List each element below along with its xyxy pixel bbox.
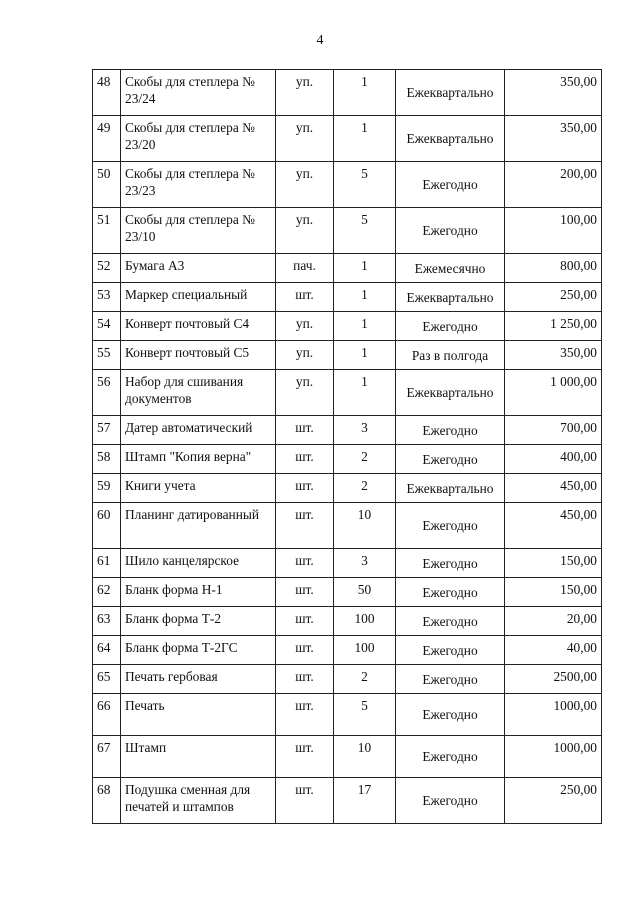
page-number: 4 <box>316 33 324 48</box>
cell-unit-of-measure: пач. <box>276 254 334 283</box>
cell-item-name: Скобы для степлера № 23/20 <box>121 116 276 162</box>
cell-row-number: 67 <box>93 736 121 778</box>
cell-row-number: 68 <box>93 778 121 824</box>
cell-price: 250,00 <box>505 283 602 312</box>
cell-price: 450,00 <box>505 503 602 549</box>
cell-quantity: 1 <box>334 254 396 283</box>
cell-item-name: Скобы для степлера № 23/23 <box>121 162 276 208</box>
cell-delivery-frequency: Ежегодно <box>396 162 505 208</box>
cell-row-number: 55 <box>93 341 121 370</box>
cell-quantity: 1 <box>334 341 396 370</box>
cell-unit-of-measure: шт. <box>276 778 334 824</box>
cell-unit-of-measure: шт. <box>276 694 334 736</box>
cell-price: 150,00 <box>505 549 602 578</box>
supplies-table <box>92 69 602 824</box>
cell-price: 1000,00 <box>505 694 602 736</box>
cell-unit-of-measure: уп. <box>276 208 334 254</box>
cell-item-name: Скобы для степлера № 23/10 <box>121 208 276 254</box>
cell-price: 1 250,00 <box>505 312 602 341</box>
cell-row-number: 51 <box>93 208 121 254</box>
table-row <box>93 283 602 312</box>
cell-item-name: Подушка сменная для печатей и штампов <box>121 778 276 824</box>
cell-row-number: 54 <box>93 312 121 341</box>
cell-unit-of-measure: шт. <box>276 736 334 778</box>
table-row <box>93 474 602 503</box>
cell-unit-of-measure: шт. <box>276 549 334 578</box>
cell-price: 350,00 <box>505 116 602 162</box>
cell-quantity: 5 <box>334 694 396 736</box>
cell-unit-of-measure: шт. <box>276 416 334 445</box>
cell-row-number: 50 <box>93 162 121 208</box>
cell-delivery-frequency: Ежегодно <box>396 208 505 254</box>
cell-price: 800,00 <box>505 254 602 283</box>
cell-delivery-frequency: Ежеквартально <box>396 283 505 312</box>
cell-price: 1000,00 <box>505 736 602 778</box>
table-row <box>93 116 602 162</box>
cell-unit-of-measure: шт. <box>276 283 334 312</box>
cell-item-name: Набор для сшивания документов <box>121 370 276 416</box>
cell-price: 450,00 <box>505 474 602 503</box>
cell-delivery-frequency: Ежегодно <box>396 778 505 824</box>
cell-delivery-frequency: Ежегодно <box>396 607 505 636</box>
cell-item-name: Бланк форма Т-2 <box>121 607 276 636</box>
table-row <box>93 694 602 736</box>
cell-quantity: 5 <box>334 208 396 254</box>
table-row <box>93 549 602 578</box>
cell-delivery-frequency: Ежеквартально <box>396 116 505 162</box>
cell-item-name: Конверт почтовый С5 <box>121 341 276 370</box>
cell-delivery-frequency: Раз в полгода <box>396 341 505 370</box>
cell-unit-of-measure: шт. <box>276 636 334 665</box>
cell-unit-of-measure: шт. <box>276 607 334 636</box>
cell-quantity: 3 <box>334 549 396 578</box>
table-row <box>93 636 602 665</box>
cell-price: 40,00 <box>505 636 602 665</box>
cell-delivery-frequency: Ежегодно <box>396 636 505 665</box>
cell-quantity: 1 <box>334 116 396 162</box>
cell-item-name: Печать гербовая <box>121 665 276 694</box>
cell-delivery-frequency: Ежеквартально <box>396 70 505 116</box>
cell-price: 1 000,00 <box>505 370 602 416</box>
cell-quantity: 1 <box>334 70 396 116</box>
cell-row-number: 66 <box>93 694 121 736</box>
cell-price: 350,00 <box>505 70 602 116</box>
cell-price: 350,00 <box>505 341 602 370</box>
table-row <box>93 778 602 824</box>
cell-item-name: Штамп <box>121 736 276 778</box>
cell-row-number: 65 <box>93 665 121 694</box>
cell-row-number: 63 <box>93 607 121 636</box>
cell-quantity: 3 <box>334 416 396 445</box>
cell-delivery-frequency: Ежегодно <box>396 503 505 549</box>
cell-price: 100,00 <box>505 208 602 254</box>
cell-row-number: 61 <box>93 549 121 578</box>
cell-price: 2500,00 <box>505 665 602 694</box>
cell-quantity: 1 <box>334 312 396 341</box>
cell-unit-of-measure: уп. <box>276 116 334 162</box>
table-row <box>93 162 602 208</box>
cell-unit-of-measure: уп. <box>276 370 334 416</box>
cell-item-name: Скобы для степлера № 23/24 <box>121 70 276 116</box>
cell-delivery-frequency: Ежегодно <box>396 736 505 778</box>
cell-quantity: 1 <box>334 283 396 312</box>
cell-quantity: 17 <box>334 778 396 824</box>
cell-item-name: Бумага А3 <box>121 254 276 283</box>
table-row <box>93 607 602 636</box>
cell-quantity: 2 <box>334 474 396 503</box>
cell-delivery-frequency: Ежеквартально <box>396 474 505 503</box>
cell-row-number: 48 <box>93 70 121 116</box>
cell-row-number: 49 <box>93 116 121 162</box>
cell-delivery-frequency: Ежегодно <box>396 694 505 736</box>
cell-item-name: Бланк форма Т-2ГС <box>121 636 276 665</box>
cell-unit-of-measure: уп. <box>276 312 334 341</box>
table-row <box>93 341 602 370</box>
cell-delivery-frequency: Ежеквартально <box>396 370 505 416</box>
cell-quantity: 1 <box>334 370 396 416</box>
cell-quantity: 10 <box>334 736 396 778</box>
cell-quantity: 100 <box>334 607 396 636</box>
cell-row-number: 62 <box>93 578 121 607</box>
cell-unit-of-measure: шт. <box>276 578 334 607</box>
cell-item-name: Штамп "Копия верна" <box>121 445 276 474</box>
table-row <box>93 416 602 445</box>
cell-quantity: 10 <box>334 503 396 549</box>
cell-row-number: 60 <box>93 503 121 549</box>
cell-delivery-frequency: Ежемесячно <box>396 254 505 283</box>
cell-price: 250,00 <box>505 778 602 824</box>
table-row <box>93 445 602 474</box>
cell-price: 400,00 <box>505 445 602 474</box>
table-row <box>93 736 602 778</box>
cell-price: 700,00 <box>505 416 602 445</box>
cell-row-number: 52 <box>93 254 121 283</box>
cell-item-name: Маркер специальный <box>121 283 276 312</box>
cell-unit-of-measure: шт. <box>276 665 334 694</box>
cell-quantity: 50 <box>334 578 396 607</box>
cell-delivery-frequency: Ежегодно <box>396 312 505 341</box>
cell-unit-of-measure: шт. <box>276 445 334 474</box>
cell-delivery-frequency: Ежегодно <box>396 578 505 607</box>
cell-unit-of-measure: шт. <box>276 474 334 503</box>
cell-row-number: 57 <box>93 416 121 445</box>
cell-row-number: 58 <box>93 445 121 474</box>
cell-delivery-frequency: Ежегодно <box>396 549 505 578</box>
table-row <box>93 578 602 607</box>
cell-unit-of-measure: уп. <box>276 162 334 208</box>
table-body <box>93 70 602 824</box>
cell-row-number: 59 <box>93 474 121 503</box>
table-row <box>93 70 602 116</box>
cell-item-name: Книги учета <box>121 474 276 503</box>
cell-quantity: 5 <box>334 162 396 208</box>
cell-price: 150,00 <box>505 578 602 607</box>
cell-item-name: Конверт почтовый С4 <box>121 312 276 341</box>
table-row <box>93 254 602 283</box>
cell-unit-of-measure: уп. <box>276 341 334 370</box>
cell-item-name: Печать <box>121 694 276 736</box>
table-row <box>93 665 602 694</box>
cell-unit-of-measure: уп. <box>276 70 334 116</box>
table-row <box>93 503 602 549</box>
cell-delivery-frequency: Ежегодно <box>396 445 505 474</box>
cell-row-number: 56 <box>93 370 121 416</box>
cell-quantity: 100 <box>334 636 396 665</box>
cell-quantity: 2 <box>334 665 396 694</box>
table-row <box>93 208 602 254</box>
cell-item-name: Датер автоматический <box>121 416 276 445</box>
cell-row-number: 64 <box>93 636 121 665</box>
cell-item-name: Планинг датированный <box>121 503 276 549</box>
cell-delivery-frequency: Ежегодно <box>396 665 505 694</box>
cell-price: 200,00 <box>505 162 602 208</box>
cell-delivery-frequency: Ежегодно <box>396 416 505 445</box>
table-row <box>93 312 602 341</box>
cell-row-number: 53 <box>93 283 121 312</box>
table-row <box>93 370 602 416</box>
cell-quantity: 2 <box>334 445 396 474</box>
cell-price: 20,00 <box>505 607 602 636</box>
cell-item-name: Шило канцелярское <box>121 549 276 578</box>
cell-unit-of-measure: шт. <box>276 503 334 549</box>
cell-item-name: Бланк форма Н-1 <box>121 578 276 607</box>
